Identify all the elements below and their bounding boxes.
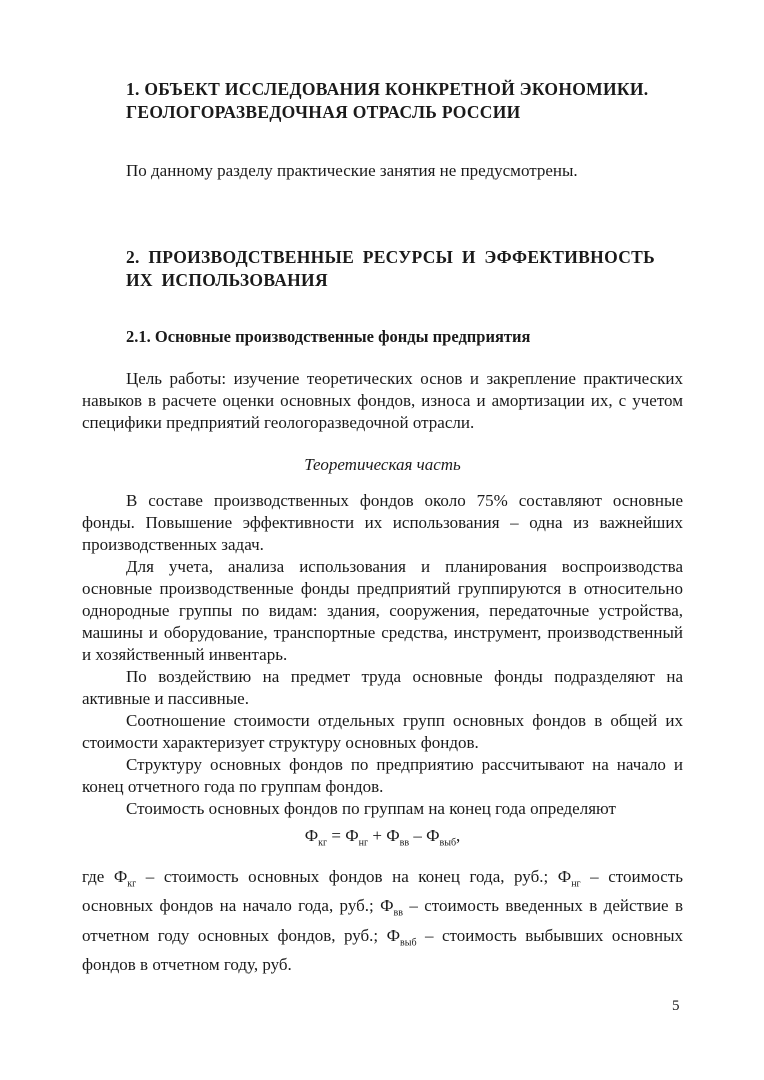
formula-term-3: Ф	[426, 826, 440, 845]
formula-term-2: Ф	[386, 826, 400, 845]
formula-end: ,	[456, 826, 461, 845]
page-number: 5	[672, 998, 680, 1014]
formula-term-1-sub: нг	[358, 837, 369, 849]
formula-minus: –	[409, 826, 427, 845]
section-2-heading-line-2: ИХ ИСПОЛЬЗОВАНИЯ	[126, 270, 328, 290]
formula-explanation	[82, 866, 683, 976]
explanation-part-5: – стоимость выбывших основных фондов в отчетном году, руб.	[82, 925, 684, 975]
explanation-part-4: – стоимость введенных в действие в отчетном году основных фондов, руб.; Ф	[82, 896, 683, 945]
explanation-part-1: где Ф	[82, 867, 128, 886]
theory-paragraph-3: По воздействию на предмет труда основные фонды подразделяют на активные и пассивные.	[82, 667, 683, 708]
section-1-note: По данному разделу практические занятия не предусмотрены.	[126, 161, 578, 180]
section-1-body	[82, 160, 683, 182]
theory-body	[82, 490, 683, 820]
section-1-heading-line-1: 1. ОБЪЕКТ ИССЛЕДОВАНИЯ КОНКРЕТНОЙ ЭКОНОМИКИ.	[126, 79, 649, 99]
formula-lhs-sub: кг	[318, 837, 328, 849]
formula-lhs: Ф	[304, 826, 319, 845]
section-2-heading-line-1: 2. ПРОИЗВОДСТВЕННЫЕ РЕСУРСЫ И ЭФФЕКТИВНОСТЬ	[126, 247, 655, 267]
explanation-part-3: – стоимость основных фондов на начало года, руб.; Ф	[82, 867, 683, 916]
formula-plus: +	[368, 826, 387, 845]
theory-paragraph-4: Соотношение стоимости отдельных групп основных фондов в общей их стоимости характеризует структуру основных фондов.	[82, 711, 683, 752]
explanation-part-2: – стоимость основных фондов на конец года, руб.; Ф	[136, 867, 572, 886]
section-2-heading	[126, 246, 671, 292]
formula-term-2-sub: вв	[399, 837, 410, 849]
formula	[82, 826, 683, 848]
theory-paragraph-2: Для учета, анализа использования и планирования воспроизводства основные производственные фонды предприятий группируются в относительно однородные группы по видам: здания, сооружения, передаточные устройства, машины и оборудование, транспортные средства, инструмент, производственный и хозяйственный инвентарь.	[82, 557, 683, 664]
explanation-sub-2: нг	[571, 878, 581, 890]
theory-title: Теоретическая часть	[304, 455, 461, 474]
theory-paragraph-1: В составе производственных фондов около 75% составляют основные фонды. Повышение эффективности их использования – одна из важнейших производственных задач.	[82, 491, 683, 554]
explanation-sub-1: кг	[127, 878, 137, 890]
explanation-sub-4: выб	[400, 937, 417, 949]
formula-eq: =	[327, 826, 346, 845]
goal-paragraph: Цель работы: изучение теоретических основ и закрепление практических навыков в расчете оценки основных фондов, износа и амортизации их, с учетом специфики предприятий геологоразведочной отрасли.	[82, 369, 683, 432]
formula-term-1: Ф	[345, 826, 359, 845]
section-1-heading	[126, 78, 671, 124]
subsection-title: 2.1. Основные производственные фонды предприятия	[126, 327, 531, 346]
section-1-heading-line-2: ГЕОЛОГОРАЗВЕДОЧНАЯ ОТРАСЛЬ РОССИИ	[126, 102, 521, 122]
formula-explanation-block	[82, 866, 683, 976]
formula-term-3-sub: выб	[439, 837, 457, 849]
explanation-sub-3: вв	[393, 907, 403, 919]
theory-paragraph-6: Стоимость основных фондов по группам на конец года определяют	[126, 799, 616, 818]
goal-block	[82, 368, 683, 434]
theory-paragraph-5: Структуру основных фондов по предприятию рассчитывают на начало и конец отчетного года по группам фондов.	[82, 755, 683, 796]
